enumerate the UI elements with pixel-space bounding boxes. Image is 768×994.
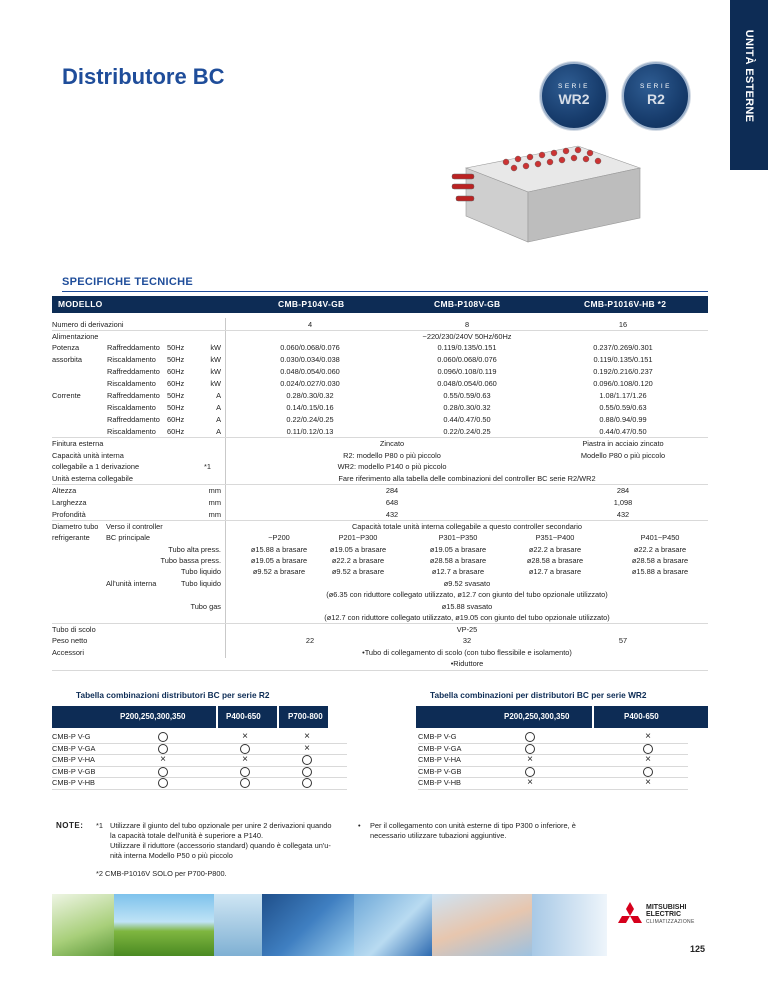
combo-model-label: CMB-P V-GB [418,766,462,776]
compatible-circle-icon [158,778,168,788]
note-bullet: • [358,821,361,830]
side-tab [730,0,768,170]
label-capacita-2: collegabile a 1 derivazione [52,462,140,471]
footer-photo-strip [52,894,607,956]
liquido-value: ø12.7 a brasare [528,567,582,576]
combo-r2-header-3: P700-800 [288,712,323,721]
unit-a: A [216,391,221,400]
corrente-value: 0.28/0.30/0.32 [443,403,491,412]
header-col2: CMB-P108V-GB [434,299,501,309]
bassa-value: ø19.05 a brasare [250,556,308,565]
alta-value: ø19.05 a brasare [329,545,387,554]
combo-model-label: CMB-P V-GA [418,743,462,753]
label-riscaldamento: Riscaldamento [107,355,156,364]
unit-kw: kW [210,343,221,352]
combo-model-label: CMB-P V-G [418,732,457,741]
corrente-value: 0.11/0.12/0.13 [286,427,334,436]
compatible-circle-icon [158,767,168,777]
value-profondita: 432 [385,510,399,519]
potenza-value: 0.237/0.269/0.301 [593,343,653,352]
label-unita-esterna: Unità esterna collegabile [52,474,133,483]
header-gap [277,706,279,728]
row-divider [52,437,708,438]
label-alimentazione: Alimentazione [52,332,99,341]
bassa-value: ø28.58 a brasare [429,556,487,565]
incompatible-cross-icon: × [527,754,533,765]
potenza-value: 0.024/0.027/0.030 [280,379,340,388]
potenza-value: 0.096/0.108/0.120 [593,379,653,388]
note-1-line-4: nità interna Modello P50 o più piccolo [110,851,233,860]
incompatible-cross-icon: × [645,754,651,765]
liquido-value: ø12.7 a brasare [431,567,485,576]
corrente-value: 0.55/0.59/0.63 [443,391,491,400]
label-raffreddamento: Raffreddamento [107,391,160,400]
label-accessori: Accessori [52,648,85,657]
label-finitura: Finitura esterna [52,439,104,448]
header-model: MODELLO [58,299,103,309]
range-header: P401~P450 [640,533,680,542]
label-raffreddamento: Raffreddamento [107,415,160,424]
value-finitura-2: Piastra in acciaio zincato [582,439,664,448]
row-divider [52,670,708,671]
label-capacita-1: Capacità unità interna [52,451,124,460]
label-60hz: 60Hz [167,427,185,436]
combo-model-label: CMB-P V-GA [52,743,96,753]
value-derivazioni-1: 4 [307,320,313,329]
note-1-line-3: Utilizzare il riduttore (accessorio standard) quando è collegata un'u- [110,841,331,850]
corrente-value: 0.28/0.30/0.32 [286,391,334,400]
note-bullet-line-2: necessario utilizzare tubazioni aggiuntive. [370,831,507,840]
combo-wr2-header [416,706,708,728]
label-profondita: Profondità [52,510,86,519]
alta-value: ø22.2 a brasare [633,545,687,554]
value-capacita-3: Modello P80 o più piccolo [580,451,666,460]
value-finitura-1: Zincato [379,439,405,448]
unit-a: A [216,427,221,436]
incompatible-cross-icon: × [242,754,248,765]
potenza-value: 0.096/0.108/0.119 [437,367,497,376]
logo-line-2: ELECTRIC [646,911,681,918]
alta-value: ø19.05 a brasare [429,545,487,554]
bassa-value: ø22.2 a brasare [331,556,385,565]
compatible-circle-icon [302,755,312,765]
logo-line-1: MITSUBISHI [646,904,687,911]
header-col3: CMB-P1016V-HB *2 [584,299,667,309]
label-larghezza: Larghezza [52,498,87,507]
combo-model-label: CMB-P V-HB [418,778,461,787]
row-divider [52,330,708,331]
label-altezza: Altezza [52,486,77,495]
compatible-circle-icon [158,732,168,742]
combo-model-label: CMB-P V-HA [52,755,95,764]
liquido-value: ø9.52 a brasare [331,567,385,576]
combo-r2-title: Tabella combinazioni distributori BC per serie R2 [76,690,270,700]
incompatible-cross-icon: × [645,731,651,742]
unit-mm: mm [208,498,221,507]
value-larghezza: 648 [385,498,399,507]
corrente-value: 0.14/0.15/0.16 [286,403,334,412]
value-derivazioni-2: 8 [464,320,470,329]
notes-label: NOTE: [56,821,84,830]
compatible-circle-icon [240,778,250,788]
value-profondita: 432 [616,510,630,519]
label-tubo-scolo: Tubo di scolo [52,625,96,634]
compatible-circle-icon [240,744,250,754]
label-verso-2: BC principale [106,533,150,542]
label-potenza: Potenza [52,343,80,352]
value-accessori-2: •Riduttore [450,659,484,668]
corrente-value: 0.22/0.24/0.25 [443,427,491,436]
potenza-value: 0.060/0.068/0.076 [280,343,340,352]
value-unita-esterna: Fare riferimento alla tabella delle combinazioni del controller BC serie R2/WR2 [338,474,596,483]
incompatible-cross-icon: × [645,777,651,788]
combo-model-label: CMB-P V-G [52,732,91,741]
note-1-mark: *1 [96,821,103,830]
label-numero-derivazioni: Numero di derivazioni [52,320,124,329]
label-diametro-2: refrigerante [52,533,90,542]
header-col1: CMB-P104V-GB [278,299,345,309]
corrente-value: 0.44/0.47/0.50 [443,415,491,424]
label-corrente: Corrente [52,391,81,400]
potenza-value: 0.192/0.216/0.237 [593,367,653,376]
value-int-liquido-note: (ø6.35 con riduttore collegato utilizzato, ø12.7 con giunto del tubo opzionale utilizzato) [326,590,608,599]
label-60hz: 60Hz [167,379,185,388]
liquido-value: ø15.88 a brasare [631,567,689,576]
page-title: Distributore BC [62,64,225,89]
potenza-value: 0.119/0.135/0.151 [593,355,653,364]
label-tubo-gas: Tubo gas [190,602,221,611]
combo-model-label: CMB-P V-GB [52,766,96,776]
compatible-circle-icon [525,732,535,742]
liquido-value: ø9.52 a brasare [252,567,306,576]
value-altezza: 284 [616,486,630,495]
unit-a: A [216,415,221,424]
compatible-circle-icon [240,767,250,777]
photo-abstract-blue [262,894,354,956]
range-header: P201~P300 [338,533,378,542]
photo-globe [52,894,114,956]
compatible-circle-icon [643,744,653,754]
label-riscaldamento: Riscaldamento [107,427,156,436]
corrente-value: 0.22/0.24/0.25 [286,415,334,424]
value-capacita-wr2: WR2: modello P140 o più piccolo [337,462,447,471]
series-badge-r2 [622,62,690,130]
label-diametro-1: Diametro tubo [52,522,99,531]
potenza-value: 0.030/0.034/0.038 [280,355,340,364]
combo-row-divider [52,766,347,767]
row-divider [52,520,708,521]
unit-a: A [216,403,221,412]
spec-col-divider [225,318,226,658]
photo-bubbles [354,894,432,956]
note-1-line-2: la capacità totale dell'unità è superiore a P140. [110,831,264,840]
label-50hz: 50Hz [167,343,185,352]
note-2: *2 CMB-P1016V SOLO per P700-P800. [96,869,227,878]
label-riscaldamento: Riscaldamento [107,403,156,412]
unit-kw: kW [210,355,221,364]
side-tab-label: UNITÀ ESTERNE [743,29,755,123]
range-header: ~P200 [268,533,290,542]
value-scolo: VP-25 [456,625,478,634]
value-derivazioni-3: 16 [618,320,628,329]
incompatible-cross-icon: × [304,742,310,754]
combo-r2-header [52,706,328,728]
value-int-liquido: ø9.52 svasato [443,579,491,588]
combo-wr2-title: Tabella combinazioni per distributori BC per serie WR2 [430,690,647,700]
value-altezza: 284 [385,486,399,495]
section-heading: SPECIFICHE TECNICHE [62,276,193,288]
value-capacita-r2: R2: modello P80 o più piccolo [343,451,441,460]
combo-r2-header-2: P400-650 [226,712,261,721]
label-tubo-bassa: Tubo bassa press. [160,556,221,565]
alta-value: ø22.2 a brasare [528,545,582,554]
value-int-gas-note: (ø12.7 con riduttore collegato utilizzato, ø19.05 con giunto del tubo opzionale utilizzato) [324,613,610,622]
note-1-line-1: Utilizzare il giunto del tubo opzionale per unire 2 derivazioni quando [110,821,332,830]
label-peso: Peso netto [52,636,88,645]
corrente-value: 0.44/0.47/0.50 [599,427,647,436]
range-header: P351~P400 [535,533,575,542]
header-gap [216,706,218,728]
unit-kw: kW [210,367,221,376]
label-tubo-liquido: Tubo liquido [181,567,221,576]
unit-mm: mm [208,486,221,495]
header-gap [592,706,594,728]
potenza-value: 0.048/0.054/0.060 [437,379,497,388]
photo-hands [432,894,532,956]
combo-wr2-header-1: P200,250,300,350 [504,712,570,721]
corrente-value: 1.08/1.17/1.26 [599,391,647,400]
incompatible-cross-icon: × [242,731,248,742]
corrente-value: 0.88/0.94/0.99 [599,415,647,424]
badge-code: R2 [647,91,665,107]
badge-code: WR2 [558,91,590,107]
label-riscaldamento: Riscaldamento [107,379,156,388]
photo-sky [532,894,607,956]
photo-person [214,894,262,956]
combo-model-label: CMB-P V-HB [52,778,95,787]
value-peso: 57 [618,636,628,645]
combo-row-divider [418,789,688,790]
value-larghezza: 1,098 [613,498,633,507]
value-peso: 32 [462,636,472,645]
potenza-value: 0.048/0.054/0.060 [280,367,340,376]
compatible-circle-icon [643,767,653,777]
photo-meadow [114,894,214,956]
corrente-value: 0.55/0.59/0.63 [599,403,647,412]
series-badge-wr2 [540,62,608,130]
incompatible-cross-icon: × [304,731,310,742]
label-raffreddamento: Raffreddamento [107,343,160,352]
compatible-circle-icon [302,767,312,777]
section-rule [62,291,708,292]
label-60hz: 60Hz [167,367,185,376]
bassa-value: ø28.58 a brasare [526,556,584,565]
note-bullet-line-1: Per il collegamento con unità esterne di tipo P300 o inferiore, è [370,821,576,830]
combo-r2-header-1: P200,250,300,350 [120,712,186,721]
row-divider [52,623,708,624]
combo-wr2-header-2: P400-650 [624,712,659,721]
potenza-value: 0.119/0.135/0.151 [437,343,497,352]
badge-serie-label: SERIE [639,83,672,90]
potenza-value: 0.060/0.068/0.076 [437,355,497,364]
unit-mm: mm [208,510,221,519]
compatible-circle-icon [525,744,535,754]
combo-row-divider [52,789,347,790]
range-header: P301~P350 [438,533,478,542]
value-peso: 22 [305,636,315,645]
value-alimentazione: ~220/230/240V 50Hz/60Hz [422,332,512,341]
alta-value: ø15.88 a brasare [250,545,308,554]
combo-row-divider [52,754,347,755]
combo-model-label: CMB-P V-HA [418,755,461,764]
incompatible-cross-icon: × [527,777,533,788]
label-all-unita-interna: All'unità interna [106,579,157,588]
incompatible-cross-icon: × [160,754,166,765]
label-assorbita: assorbita [52,355,82,364]
badge-serie-label: SERIE [557,83,590,90]
compatible-circle-icon [525,767,535,777]
value-int-gas: ø15.88 svasato [441,602,493,611]
label-50hz: 50Hz [167,403,185,412]
page-number: 125 [690,944,706,954]
mitsubishi-logo-icon [617,902,643,926]
label-tubo-alta: Tubo alta press. [168,545,221,554]
label-raffreddamento: Raffreddamento [107,367,160,376]
compatible-circle-icon [158,744,168,754]
value-capacita-totale: Capacità totale unità interna collegabile a questo controller secondario [351,522,583,531]
label-tubo-liquido-int: Tubo liquido [181,579,221,588]
row-divider [52,484,708,485]
label-60hz: 60Hz [167,415,185,424]
label-50hz: 50Hz [167,355,185,364]
compatible-circle-icon [302,778,312,788]
bassa-value: ø28.58 a brasare [631,556,689,565]
unit-kw: kW [210,379,221,388]
label-verso-1: Verso il controller [106,522,163,531]
spec-table-header [52,296,708,313]
combo-row-divider [52,777,347,778]
logo-text [646,904,686,918]
label-50hz: 50Hz [167,391,185,400]
bc-controller-product-image [448,138,644,248]
footnote-mark-1: *1 [204,462,211,471]
value-accessori-1: •Tubo di collegamento di scolo (con tubo flessibile e isolamento) [362,648,572,657]
logo-subtitle: CLIMATIZZAZIONE [646,919,695,925]
